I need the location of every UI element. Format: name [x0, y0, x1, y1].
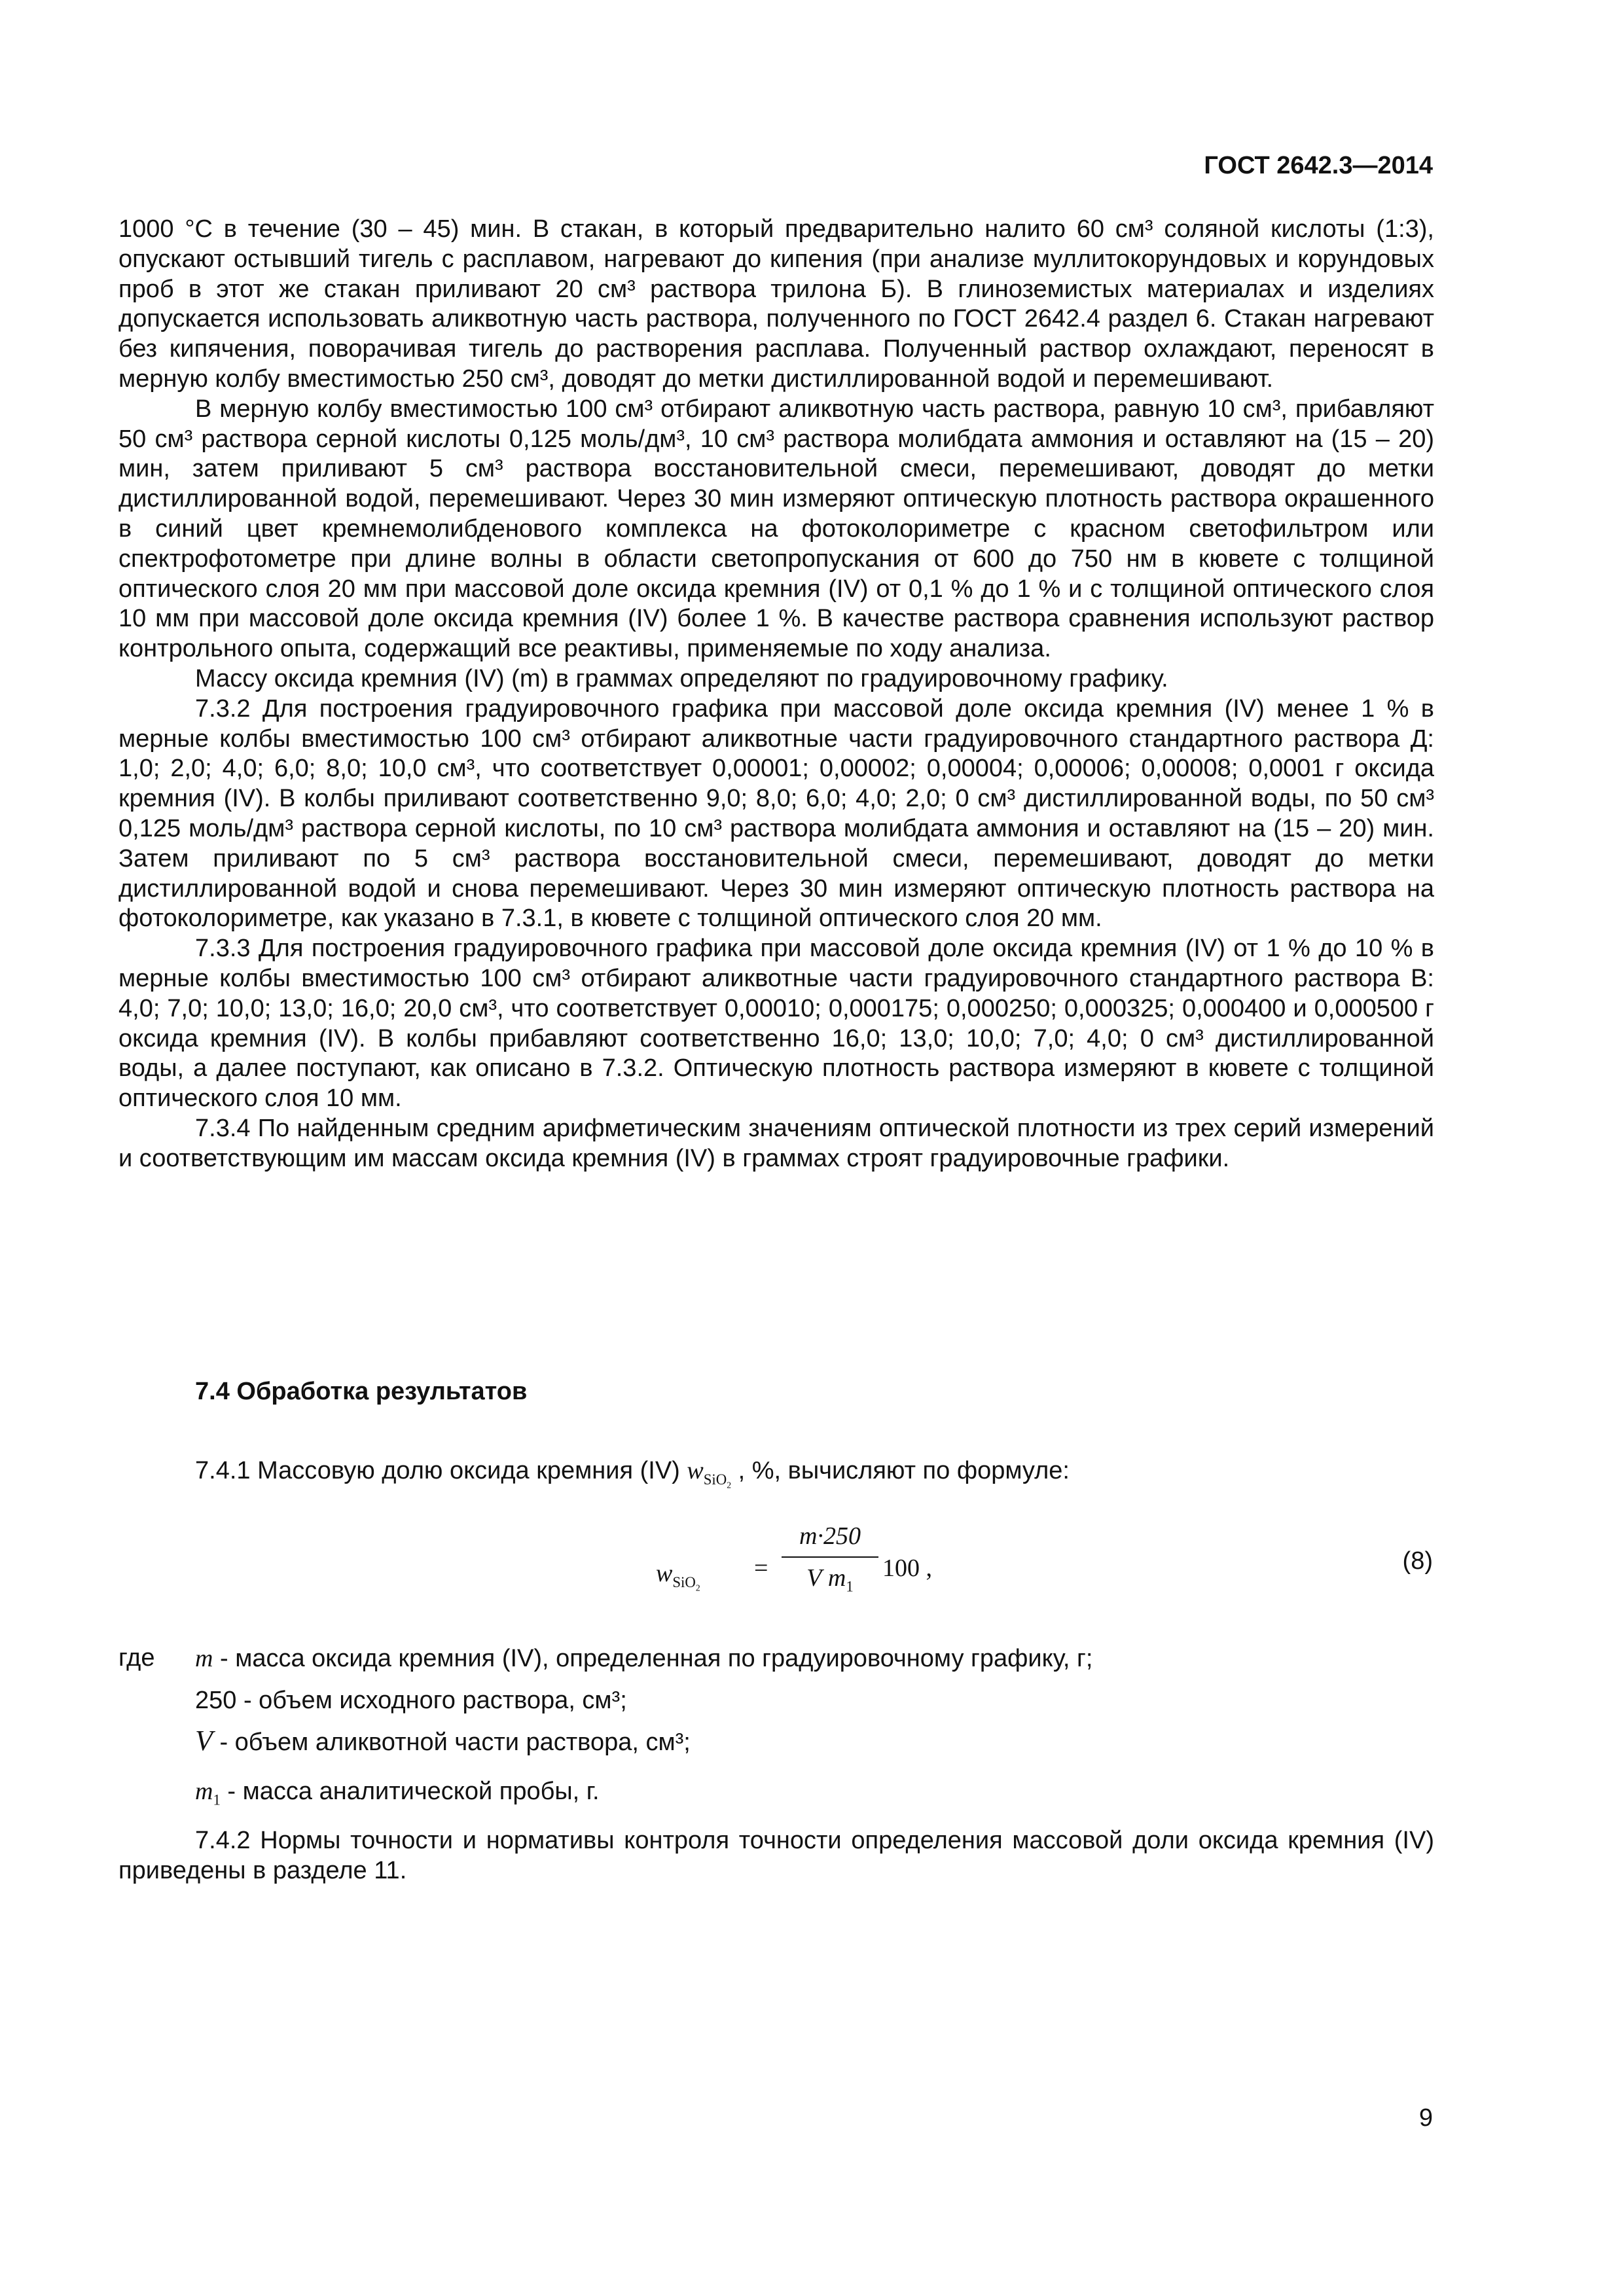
where-m1: $m_1$ - масса аналитической пробы, г. [195, 1778, 600, 1808]
formula-8 [656, 1520, 944, 1611]
bottom-text [118, 1826, 1434, 1886]
denominator: V $m_1$ [806, 1564, 854, 1595]
formula-intro-after: , %, вычисляют по формуле: [738, 1457, 1070, 1484]
fraction [782, 1520, 878, 1594]
paragraph: 7.3.4 По найденным средним арифметическим значениям оптической плотности из трех серий измерений и соответствующим им массам оксида кремния (IV) в граммах строят градуировочные графики. [118, 1114, 1434, 1172]
equation-number: (8) [1402, 1547, 1433, 1575]
where-250: 250 - объем исходного раствора, см³; [195, 1687, 627, 1714]
formula-intro [195, 1456, 1070, 1490]
where-label: где [118, 1644, 155, 1672]
paragraph: 7.3.3 Для построения градуировочного графика при массовой доле оксида кремния (IV) от 1 % до 10 % в мерные колбы вместимостью 100 см³ отбирают аликвотные части градуировочного стандартного раствора В: 4,0; 7,0; 10,0; 13,0; 16,0; 20,0 см³, что соответствует 0,00010; 0,000175; 0,000250; 0,000325; 0,000400 и 0,000500 г оксида кремния (IV). В колбы прибавляют соответственно 16,0; 13,0; 10,0; 7,0; 4,0; 0 см³ дистиллированной воды, а далее поступают, как описано в 7.3.2. Оптическую плотность раствора измеряют в кювете с толщиной оптического слоя 10 мм. [118, 935, 1434, 1113]
equals-sign: = [754, 1554, 768, 1582]
where-v: V - объем аликвотной части раствора, см³; [195, 1725, 691, 1757]
formula-intro-before: 7.4.1 Массовую долю оксида кремния (IV) [195, 1457, 680, 1484]
formula-lhs: $w_{SiO_2}$ [656, 1560, 700, 1593]
paragraph: 7.3.2 Для построения градуировочного графика при массовой доле оксида кремния (IV) менее 1 % в мерные колбы вместимостью 100 см³ отбирают аликвотные части градуировочного стандартного раствора Д: 1,0; 2,0; 4,0; 6,0; 8,0; 10,0 см³, что соответствует 0,00001; 0,00002; 0,00004; 0,00006; 0,00008; 0,0001 г оксида кремния (IV). В колбы приливают соответственно 9,0; 8,0; 6,0; 4,0; 2,0; 0 см³ дистиллированной воды, по 50 см³ 0,125 моль/дм³ раствора серной кислоты, по 10 см³ раствора молибдата аммония и оставляют на (15 – 20) мин. Затем приливают по 5 см³ раствора восстановительной смеси, перемешивают, доводят до метки дистиллированной водой и снова перемешивают. Через 30 мин измеряют оптическую плотность раствора на фотоколориметре, как указано в 7.3.1, в кювете с толщиной оптического слоя 20 мм. [118, 694, 1434, 933]
paragraph: 7.4.2 Нормы точности и нормативы контроля точности определения массовой доли оксида кремния (IV) приведены в разделе 11. [118, 1827, 1434, 1884]
paragraph: Массу оксида кремния (IV) (m) в граммах определяют по градуировочному графику. [195, 664, 1168, 692]
paragraph: 1000 °C в течение (30 – 45) мин. В стакан, в который предварительно налито 60 см³ соляной кислоты (1:3), опускают остывший тигель с расплавом, нагревают до кипения (при анализе муллитокорундовых и корундовых проб в этот же стакан приливают 20 см³ раствора трилона Б). В глиноземистых материалах и изделиях допускается использовать аликвотную часть раствора, полученного по ГОСТ 2642.4 раздел 6. Стакан нагревают без кипячения, поворачивая тигель до растворения расплава. Полученный раствор охлаждают, переносят в мерную колбу вместимостью 250 см³, доводят до метки дистиллированной водой и перемешивают. [118, 215, 1434, 393]
body-text [118, 215, 1434, 1174]
fraction-bar [782, 1556, 878, 1558]
paragraph: В мерную колбу вместимостью 100 см³ отбирают аликвотную часть раствора, равную 10 см³, прибавляют 50 см³ раствора серной кислоты 0,125 моль/дм³, 10 см³ раствора молибдата аммония и оставляют на (15 – 20) мин, затем приливают 5 см³ раствора восстановительной смеси, перемешивают, доводят до метки дистиллированной водой, перемешивают. Через 30 мин измеряют оптическую плотность раствора окрашенного в синий цвет кремнемолибденового комплекса на фотоколориметре с красном светофильтром или спектрофотометре при длине волны в области светопропускания от 600 до 750 нм в кювете с толщиной оптического слоя 20 мм при массовой доле оксида кремния (IV) от 0,1 % до 1 % и с толщиной оптического слоя 10 мм при массовой доле оксида кремния (IV) более 1 %. В качестве раствора сравнения используют раствор контрольного опыта, содержащий все реактивы, применяемые по ходу анализа. [118, 395, 1434, 663]
page-number: 9 [1418, 2104, 1433, 2132]
numerator: m·250 [799, 1522, 861, 1550]
variable-sub-2: 2 [727, 1480, 732, 1490]
variable-sub: SiO [703, 1471, 727, 1488]
formula-tail: 100 , [882, 1554, 932, 1582]
section-title: 7.4 Обработка результатов [195, 1378, 528, 1405]
variable-w: w [687, 1457, 704, 1484]
where-m: m - масса оксида кремния (IV), определенная по градуировочному графику, г; [195, 1645, 1093, 1672]
document-header: ГОСТ 2642.3—2014 [1204, 152, 1433, 179]
